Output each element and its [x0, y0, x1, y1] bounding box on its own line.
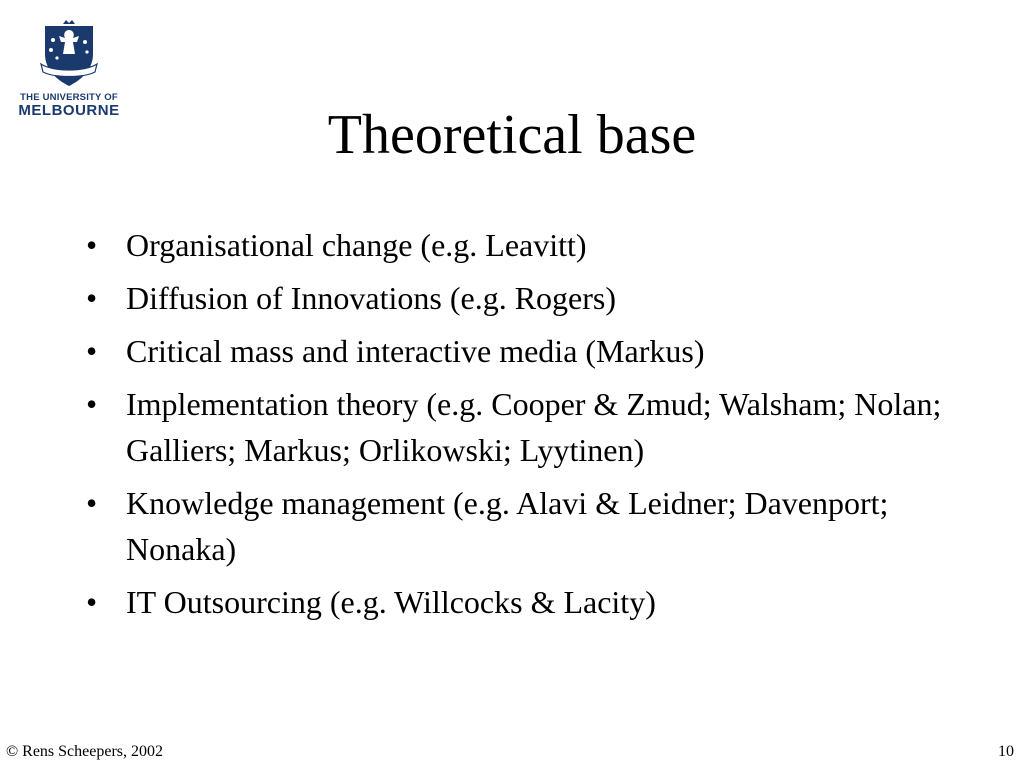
bullet-item — [86, 480, 946, 572]
bullet-text: Critical mass and interactive media (Markus) — [126, 333, 705, 369]
logo-text-line2: MELBOURNE — [18, 102, 120, 119]
bullet-item — [86, 579, 946, 625]
university-crest-icon — [37, 20, 101, 88]
bullet-item — [86, 222, 946, 268]
slide-title: Theoretical base — [327, 104, 697, 166]
bullet-icon: • — [86, 485, 98, 521]
bullet-icon: • — [86, 386, 98, 422]
bullet-list — [86, 222, 946, 632]
bullet-item — [86, 275, 946, 321]
bullet-text: Knowledge management (e.g. Alavi & Leidner; Davenport; Nonaka) — [126, 485, 889, 567]
bullet-item — [86, 381, 946, 473]
bullet-icon: • — [86, 333, 98, 369]
bullet-icon: • — [86, 584, 98, 620]
logo-text-line1: THE UNIVERSITY OF — [20, 92, 118, 103]
bullet-text: IT Outsourcing (e.g. Willcocks & Lacity) — [126, 584, 656, 620]
footer-copyright: © Rens Scheepers, 2002 — [6, 743, 164, 760]
footer-page-number: 10 — [998, 743, 1014, 760]
bullet-item — [86, 328, 946, 374]
bullet-text: Organisational change (e.g. Leavitt) — [126, 227, 587, 263]
bullet-text: Diffusion of Innovations (e.g. Rogers) — [126, 280, 616, 316]
bullet-text: Implementation theory (e.g. Cooper & Zmud; Walsham; Nolan; Galliers; Markus; Orlikowski; Lyytinen) — [126, 386, 942, 468]
bullet-icon: • — [86, 227, 98, 263]
bullet-icon: • — [86, 280, 98, 316]
